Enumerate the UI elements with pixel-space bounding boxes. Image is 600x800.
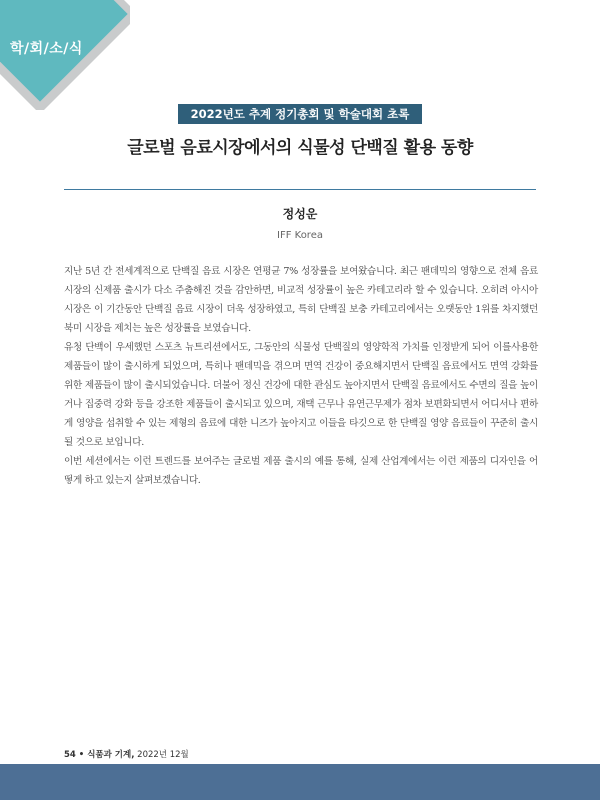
magazine-name: 식품과 기계, (87, 750, 135, 760)
conference-banner: 2022년도 추계 정기총회 및 학술대회 초록 (178, 104, 422, 124)
issue-date: 2022년 12월 (134, 750, 189, 760)
article-body (64, 262, 538, 490)
body-paragraph-2: 유청 단백이 우세했던 스포츠 뉴트리션에서도, 그동안의 식물성 단백질의 영양학적 가치를 인정받게 되어 이를사용한 제품들이 많이 출시하게 되었으며, 특히나 팬데믹을 겪으며 면역 건강이 중요해지면서 단백질 음료에서도 면역 강화를 위한 제품들이 많이 출시되었습니다. 더불어 정신 건강에 대한 관심도 높아지면서 단백질 음료에서도 수면의 질을 높이거나 집중력 강화 등을 강조한 제품들이 출시되고 있으며, 재택 근무나 유연근무제가 점차 보편화되면서 어디서나 편하게 영양을 섭취할 수 있는 제형의 음료에 대한 니즈가 높아지고 이들을 타깃으로 한 단백질 영양 음료들이 꾸준히 출시 될 것으로 보입니다. (64, 342, 538, 448)
bottom-color-bar (0, 764, 600, 800)
footer-separator: • (75, 750, 88, 760)
body-paragraph-1: 지난 5년 간 전세계적으로 단백질 음료 시장은 연평균 7% 성장률을 보여왔습니다. 최근 팬데믹의 영향으로 전체 음료 시장의 신제품 출시가 다소 주춤해진 것을 감안하면, 비교적 성장률이 높은 카테고리라 할 수 있습니다. 오히려 아시아 시장은 이 기간동안 단백질 음료 시장이 더욱 성장하였고, 특히 단백질 보충 카테고리에서는 오랫동안 1위를 차지했던 북미 시장을 제치는 높은 성장률을 보였습니다. (64, 266, 538, 334)
section-tab-label: 학/회/소/식 (10, 41, 83, 57)
author-name: 정성운 (282, 207, 318, 221)
page-number: 54 (64, 750, 76, 760)
page-footer (64, 748, 189, 760)
article-title: 글로벌 음료시장에서의 식물성 단백질 활용 동향 (127, 138, 473, 158)
title-divider (64, 189, 536, 190)
section-corner-tab (0, 0, 130, 110)
author-affiliation: IFF Korea (277, 230, 323, 241)
body-paragraph-3: 이번 세션에서는 이런 트렌드를 보여주는 글로벌 제품 출시의 예를 통해, 실제 산업계에서는 이런 제품의 디자인을 어떻게 하고 있는지 살펴보겠습니다. (64, 456, 538, 486)
